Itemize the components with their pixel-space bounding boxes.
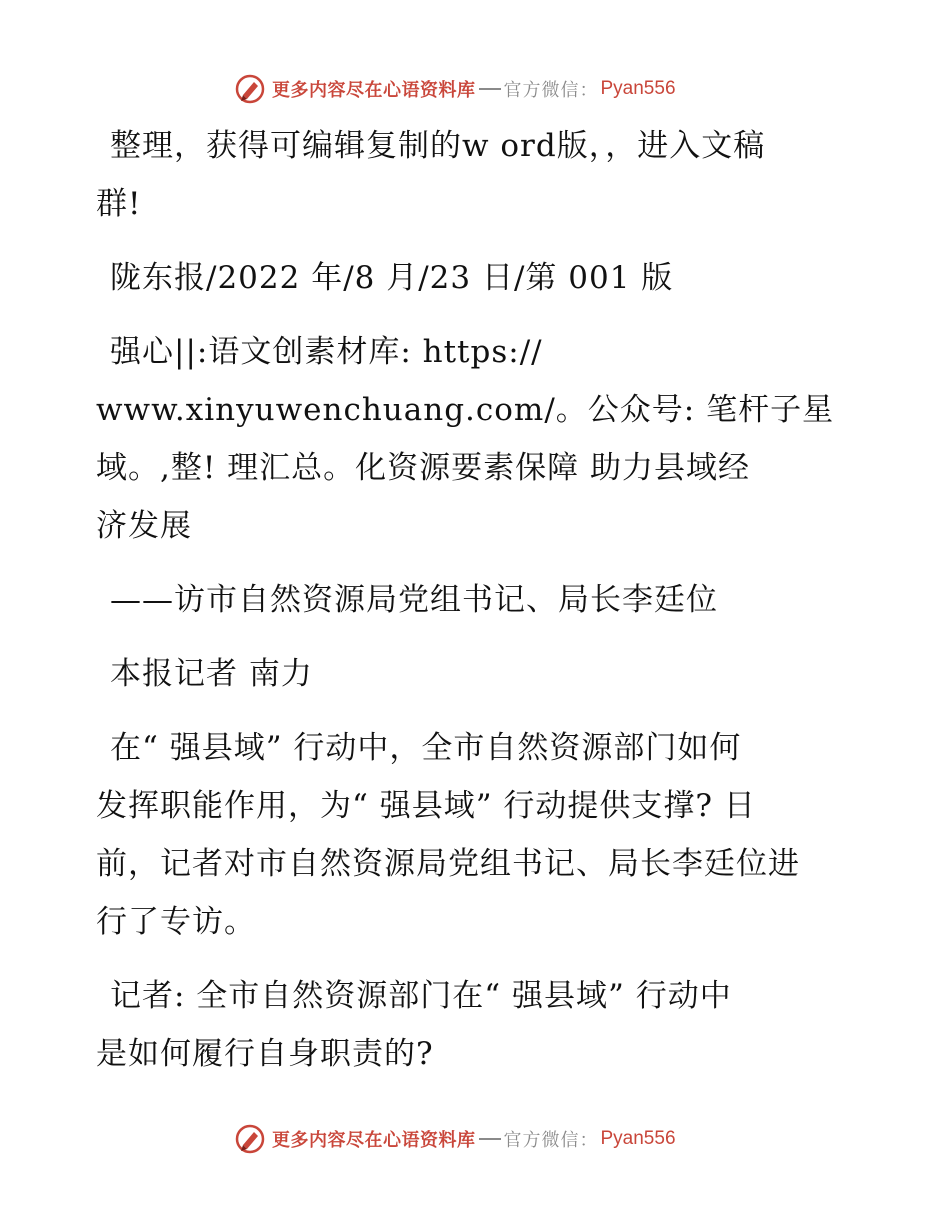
doc-dateline: 陇东报/2022 年/8 月/23 日/第 001 版: [110, 260, 674, 296]
header-watermark-banner: [234, 72, 676, 106]
banner-account: Pyan556: [600, 78, 676, 99]
doc-question-line-2: 是如何履行自身职责的?: [96, 1036, 434, 1072]
pen-logo-icon: [234, 73, 266, 105]
doc-headline-line-2: 济发展: [96, 508, 192, 544]
doc-headline-line-1: 域。,整! 理汇总。化资源要素保障 助力县域经: [96, 450, 751, 486]
doc-paragraph-1-line-2: 发挥职能作用，为“ 强县域” 行动提供支撑? 日: [96, 788, 756, 824]
doc-line-2: 群!: [96, 186, 142, 222]
doc-line-4: 强心||:语文创素材库: https://: [110, 334, 543, 370]
doc-question-line-1: 记者: 全市自然资源部门在“ 强县域” 行动中: [110, 978, 732, 1014]
doc-paragraph-1-line-3: 前，记者对市自然资源局党组书记、局长李廷位进: [96, 846, 800, 882]
doc-subheadline: ——访市自然资源局党组书记、局长李廷位: [110, 582, 718, 618]
banner-account: Pyan556: [600, 1128, 676, 1149]
banner-brand-text: 更多内容尽在心语资料库: [272, 1130, 476, 1151]
doc-paragraph-1-line-1: 在“ 强县域” 行动中，全市自然资源部门如何: [110, 730, 742, 766]
banner-dash: [479, 1138, 501, 1140]
doc-paragraph-1-line-4: 行了专访。: [96, 904, 256, 940]
footer-watermark-banner: [234, 1122, 676, 1156]
doc-byline: 本报记者 南力: [110, 656, 313, 692]
banner-official-label: 官方微信：: [503, 1130, 599, 1151]
banner-dash: [479, 88, 501, 90]
doc-line-1: 整理，获得可编辑复制的w ord版，，进入文稿: [110, 128, 766, 164]
banner-official-label: 官方微信：: [503, 80, 599, 101]
pen-logo-icon: [234, 1123, 266, 1155]
banner-brand-text: 更多内容尽在心语资料库: [272, 80, 476, 101]
doc-line-5: www.xinyuwenchuang.com/。公众号: 笔杆子星: [96, 392, 835, 428]
